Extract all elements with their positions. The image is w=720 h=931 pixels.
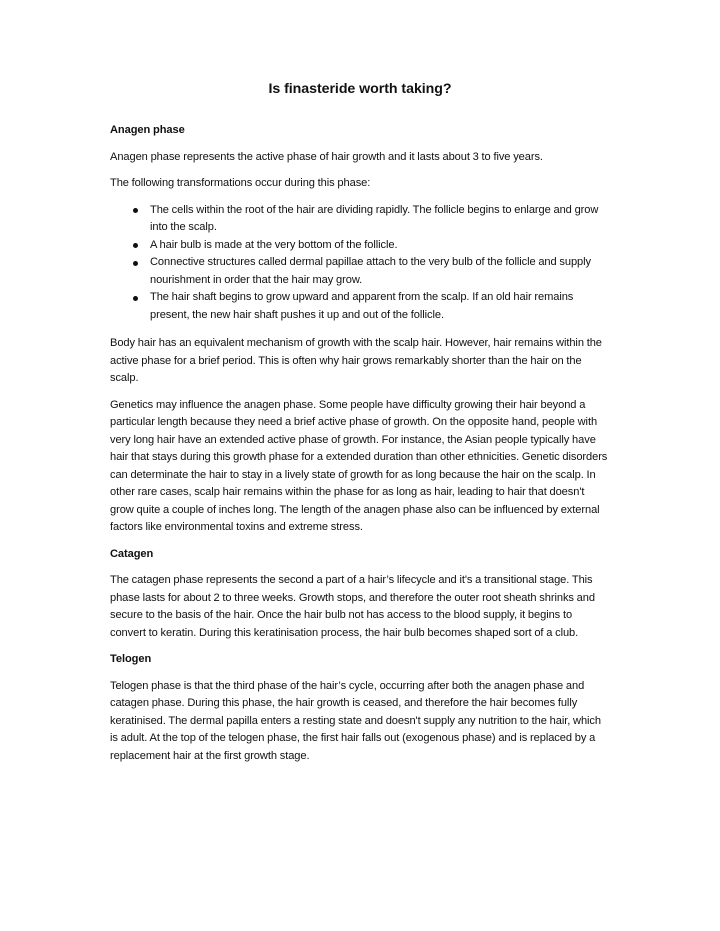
paragraph: Genetics may influence the anagen phase. Some people have difficulty growing their hair beyond a particular length because they need a brief active phase of growth. On the opposite hand, people with very long hair have an extended active phase of growth. For instance, the Asian people typically have hair that stays during this growth phase for a extended duration than other ethnicities. Genetic disorders can determinate the hair to stay in a lively state of growth for as long because the hair on the scalp. In other rare cases, scalp hair remains within the phase for as long as hair, leading to hair that doesn't grow quite a couple of inches long. The length of the anagen phase also can be influenced by external factors like environmental toxins and extreme stress. bbox=[110, 398, 608, 533]
bullet-item: The hair shaft begins to grow upward and apparent from the scalp. If an old hair remains present, the new hair shaft pushes it up and out of the follicle. bbox=[110, 289, 606, 324]
section-heading: Catagen bbox=[110, 547, 154, 560]
paragraph: The catagen phase represents the second a part of a hair’s lifecycle and it's a transitional stage. This phase lasts for about 2 to three weeks. Growth stops, and therefore the outer root sheath shrinks and secure to the basis of the hair. Once the hair bulb not has access to the blood supply, it begins to convert to keratin. During this keratinisation process, the hair bulb becomes shaped sort of a club. bbox=[110, 574, 595, 639]
section-catagen bbox=[110, 546, 610, 643]
paragraph: Anagen phase represents the active phase of hair growth and it lasts about 3 to five years. bbox=[110, 150, 543, 163]
section-heading: Telogen bbox=[110, 653, 152, 665]
page-title: Is finasteride worth taking? bbox=[268, 81, 452, 97]
paragraph: Telogen phase is that the third phase of the hair’s cycle, occurring after both the anagen phase and catagen phase. During this phase, the hair growth is ceased, and therefore the hair becomes fully keratinised. The dermal papilla enters a resting state and doesn't supply any nutrition to the hair, which is adult. At the top of the telogen phase, the first hair falls out (exogenous phase) and is replaced by a replacement hair at the first growth stage. bbox=[110, 679, 601, 762]
paragraph: Body hair has an equivalent mechanism of growth with the scalp hair. However, hair remains within the active phase for a brief period. This is often why hair grows remarkably shorter than the hair on the scalp. bbox=[110, 337, 602, 384]
section-heading: Anagen phase bbox=[110, 124, 185, 136]
document-body bbox=[110, 78, 610, 774]
section-telogen bbox=[110, 651, 610, 765]
bullet-item: The cells within the root of the hair are dividing rapidly. The follicle begins to enlarge and grow into the scalp. bbox=[110, 202, 606, 237]
section-anagen-phase bbox=[110, 122, 610, 537]
bullet-item: A hair bulb is made at the very bottom of the follicle. bbox=[110, 237, 606, 255]
bullet-list bbox=[110, 202, 610, 325]
bullet-item: Connective structures called dermal papillae attach to the very bulb of the follicle and supply nourishment in order that the hair may grow. bbox=[110, 254, 606, 289]
paragraph: The following transformations occur during this phase: bbox=[110, 177, 371, 189]
